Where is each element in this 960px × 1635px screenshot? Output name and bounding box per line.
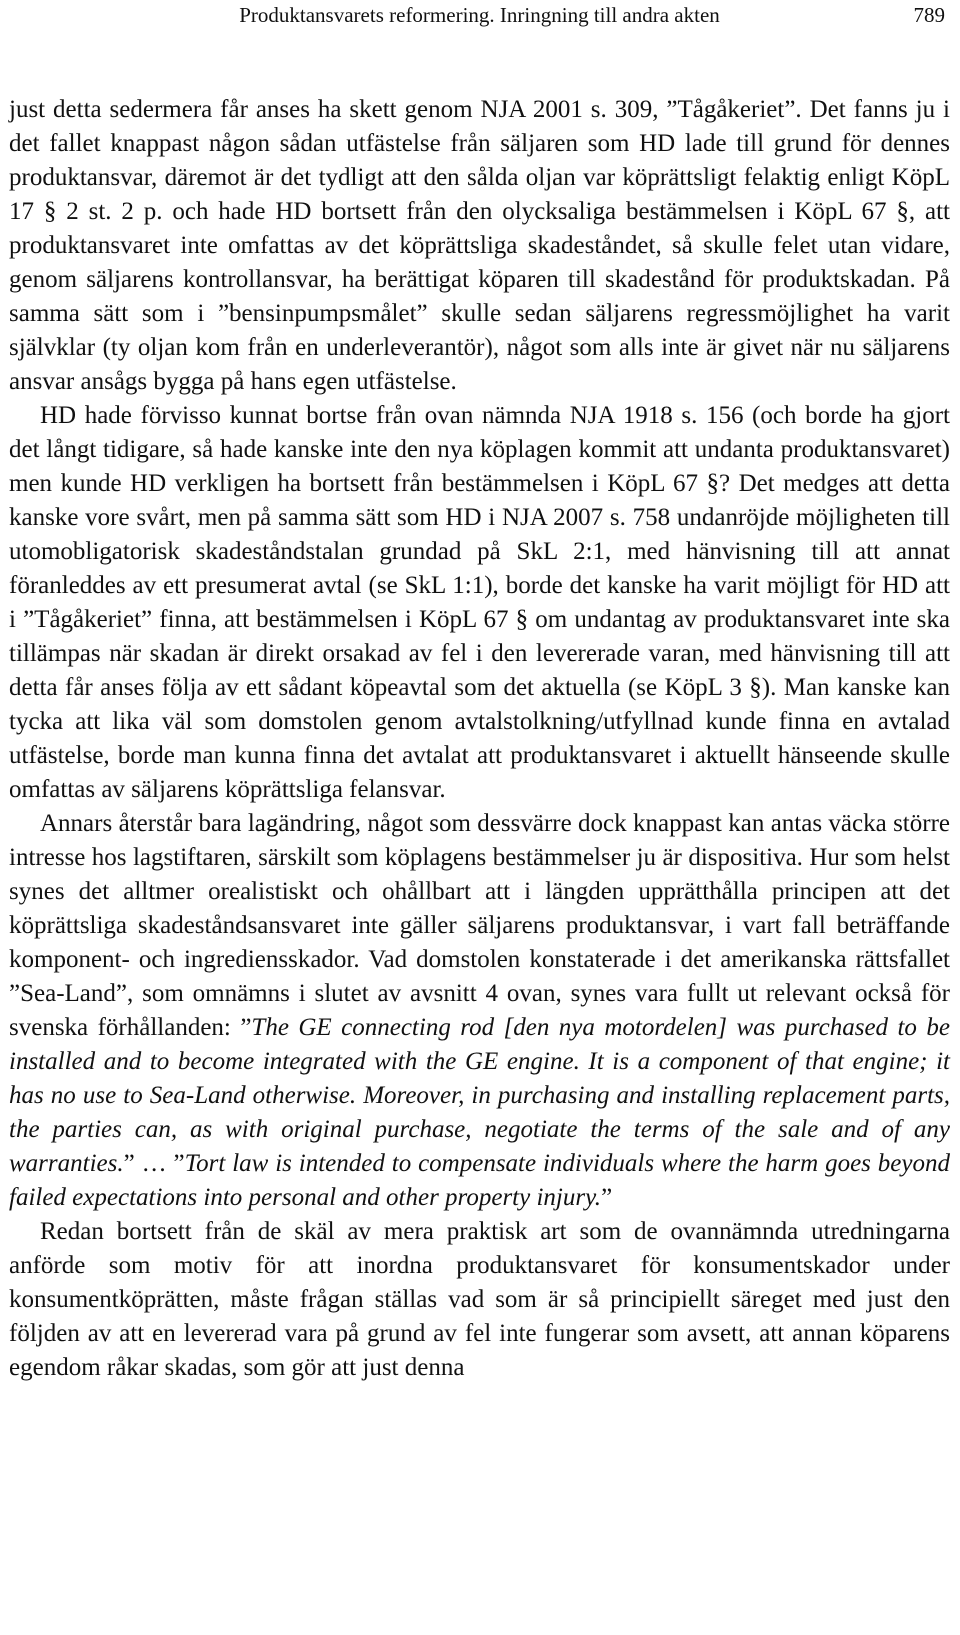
running-title: Produktansvarets reformering. Inringning till andra akten — [239, 3, 720, 27]
quoted-case-text: The GE connecting rod [den nya motordelen] was purchased to be installed and to become integrated with the GE engine. It is a component of that engine; it has no use to Sea-Land otherwise. Moreover, in purchasing and installing replacement parts, the parties can, as with original purchase, negotiate the terms of the sale and of any warranties. — [9, 1014, 950, 1177]
paragraph-legislation-and-sea-land — [9, 807, 950, 1215]
document-page — [9, 0, 950, 1385]
page-number: 789 — [913, 3, 945, 27]
running-header — [9, 1, 950, 29]
quoted-case-text: Tort law is intended to compensate individuals where the harm goes beyond failed expectations into personal and other property injury. — [9, 1150, 950, 1211]
paragraph-continued: just detta sedermera får anses ha skett genom NJA 2001 s. 309, ”Tågåkeriet”. Det fanns ju i det fallet knappast någon sådan utfästelse från säljaren som HD lade till grund för dennes produktansvar, däremot är det tydligt att den sålda oljan var köprättsligt felaktig enligt KöpL 17 § 2 st. 2 p. och hade HD bortsett från den olycksaliga bestämmelsen i KöpL 67 §, att produktansvaret inte omfattas av det köprättsliga skadeståndet, så skulle felet utan vidare, genom säljarens kontrollansvar, ha berättigat köparen till skadestånd för produktskadan. På samma sätt som i ”bensinpumpsmålet” skulle sedan säljarens regressmöjlighet ha varit självklar (ty oljan kom från en underleverantör), något som alls inte är givet när nu säljarens ansvar ansågs bygga på hans egen utfästelse. — [9, 96, 950, 395]
paragraph-hd-alternatives: HD hade förvisso kunnat bortse från ovan nämnda NJA 1918 s. 156 (och borde ha gjort det långt tidigare, så hade kanske inte den nya köplagen kommit att undanta produktansvaret) men kunde HD verkligen ha bortsett från bestämmelsen i KöpL 67 §? Det medges att detta kanske vore svårt, men på samma sätt som HD i NJA 2007 s. 758 undanröjde möjligheten till utomobligatorisk skadeståndstalan grundad på SkL 2:1, med hänvisning till att annat föranleddes av ett presumerat avtal (se SkL 1:1), borde det kanske ha varit möjligt för HD att i ”Tågåkeriet” finna, att bestämmelsen i KöpL 67 § om undantag av produktansvaret inte ska tillämpas när skadan är direkt orsakad av fel i den levererade varan, med hänvisning till att detta får anses följa av ett sådant köpeavtal som det aktuella (se KöpL 3 §). Man kanske kan tycka att lika väl som domstolen genom avtalstolkning/utfyllnad kunde finna en avtalad utfästelse, borde man kunna finna det avtalat att produktansvaret i aktuellt hänseende skulle omfattas av säljarens köprättsliga felansvar. — [9, 402, 950, 803]
quote-ellipsis: ” … ” — [123, 1150, 185, 1177]
paragraph-text: Annars återstår bara lagändring, något som dessvärre dock knappast kan antas väcka större intresse hos lagstiftaren, särskilt som köplagens bestämmelser ju är dispositiva. Hur som helst synes det alltmer orealistiskt och ohållbart att i längden upprätthålla principen att det köprättsliga skadeståndsansvaret inte gäller säljarens produktansvar, i vart fall beträffande komponent- och ingrediensskador. Vad domstolen konstaterade i det amerikanska rättsfallet ”Sea-Land”, som omnämns i slutet av avsnitt 4 ovan, synes vara fullt ut relevant också för svenska förhållanden: ” — [9, 810, 950, 1041]
paragraph-practical-reasons: Redan bortsett från de skäl av mera praktisk art som de ovannämnda utredningarna anförde som motiv för att inordna produktansvaret för konsumentskador under konsumentköprätten, måste frågan ställas vad som är så principiellt säreget med just den följden av att en levererad vara på grund av fel inte fungerar som avsett, att annan köparens egendom råkar skadas, som gör att just denna — [9, 1218, 950, 1381]
closing-quote: ” — [601, 1184, 613, 1211]
body-text — [9, 93, 950, 1385]
